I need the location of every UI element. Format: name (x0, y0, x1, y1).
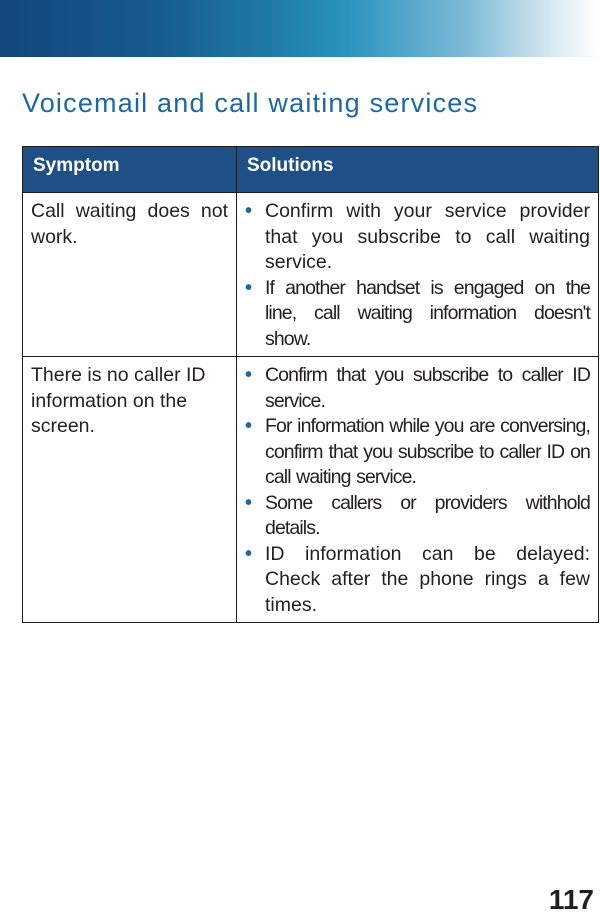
bullet-icon: • (245, 415, 252, 437)
table-header-row (23, 147, 599, 193)
troubleshooting-table (22, 146, 599, 623)
symptom-cell: There is no caller ID information on the screen. (23, 357, 237, 623)
solution-item: • Some callers or providers withhold details. (245, 491, 590, 539)
bullet-icon: • (245, 276, 252, 299)
solution-item: • For information while you are conversing, confirm that you subscribe to caller ID on call waiting service. (245, 415, 590, 488)
solutions-cell (237, 357, 599, 623)
symptom-cell: Call waiting does not work. (23, 193, 237, 357)
solution-item: • Confirm that you subscribe to caller ID service. (245, 364, 590, 412)
solution-item: • Confirm with your service provider that you subscribe to call waiting service. (245, 200, 590, 273)
bullet-icon: • (245, 542, 253, 565)
solution-item: • ID information can be delayed: Check after the phone rings a few times. (245, 542, 590, 616)
solution-list (245, 363, 590, 618)
page-number: 117 (548, 884, 594, 915)
table-row (23, 357, 599, 623)
bullet-icon: • (245, 200, 253, 222)
table-row (23, 193, 599, 357)
section-title: Voicemail and call waiting services (22, 88, 479, 118)
bullet-icon: • (245, 364, 252, 386)
solutions-cell (237, 193, 599, 357)
bullet-icon: • (245, 491, 252, 514)
solution-item: • If another handset is engaged on the line, call waiting information doesn't show. (245, 276, 590, 350)
symptom-column-header: Symptom (23, 147, 237, 193)
solutions-column-header: Solutions (237, 147, 599, 193)
top-decorative-band (0, 0, 600, 57)
solution-list (245, 199, 590, 352)
